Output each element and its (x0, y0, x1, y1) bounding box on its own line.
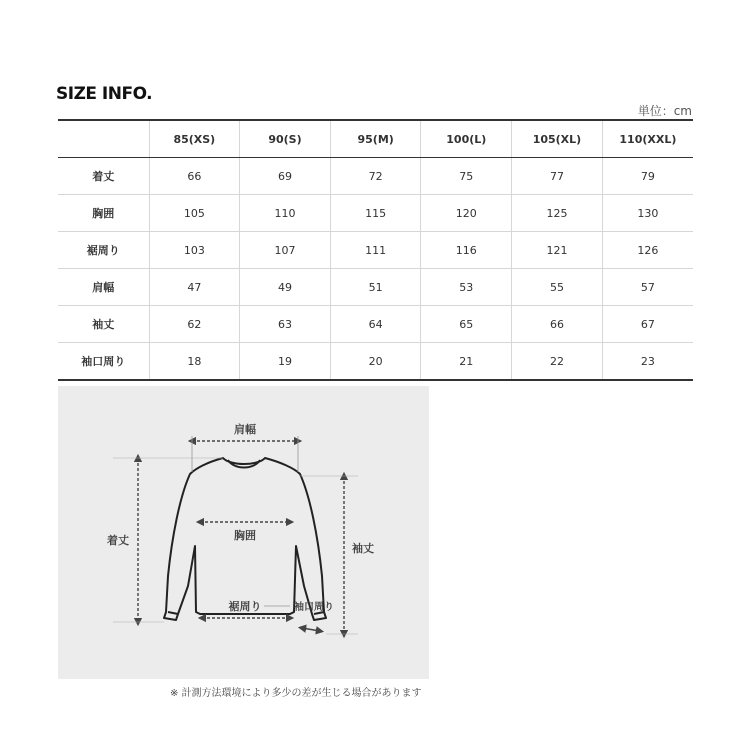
table-cell: 125 (512, 195, 603, 232)
table-cell: 105 (149, 195, 240, 232)
page-title: SIZE INFO. (56, 84, 153, 104)
row-label: 着丈 (58, 158, 149, 195)
table-cell: 66 (149, 158, 240, 195)
table-cell: 72 (330, 158, 421, 195)
size-table (58, 119, 693, 381)
table-cell: 103 (149, 232, 240, 269)
length-label: 着丈 (107, 534, 129, 547)
table-row (58, 269, 693, 306)
table-row (58, 232, 693, 269)
table-cell: 21 (421, 343, 512, 381)
cuff-line (302, 628, 320, 631)
table-cell: 66 (512, 306, 603, 343)
table-cell: 22 (512, 343, 603, 381)
row-label: 胸囲 (58, 195, 149, 232)
table-cell: 63 (240, 306, 331, 343)
row-label: 袖口周り (81, 355, 126, 368)
table-header-cell: 85(XS) (149, 120, 240, 158)
table-cell: 47 (149, 269, 240, 306)
table-header-cell: 110(XXL) (602, 120, 693, 158)
row-label: 肩幅 (58, 269, 149, 306)
measurement-diagram (58, 386, 429, 679)
table-cell: 57 (602, 269, 693, 306)
table-cell: 20 (330, 343, 421, 381)
measurement-note: ※ 計測方法環境により多少の差が生じる場合があります (170, 688, 422, 699)
table-cell: 120 (421, 195, 512, 232)
table-cell: 130 (602, 195, 693, 232)
table-cell: 62 (149, 306, 240, 343)
sweater-diagram (58, 386, 429, 679)
table-cell: 110 (240, 195, 331, 232)
table-cell: 67 (602, 306, 693, 343)
hem-label: 裾周り (228, 600, 262, 613)
table-header-row (58, 120, 693, 158)
table-header-cell (58, 120, 149, 158)
row-label: 裾周り (58, 232, 149, 269)
table-row (58, 306, 693, 343)
table-cell: 49 (240, 269, 331, 306)
table-cell: 107 (240, 232, 331, 269)
cuff-label: 袖口周り (294, 602, 334, 613)
table-cell: 111 (330, 232, 421, 269)
table-cell: 53 (421, 269, 512, 306)
table-cell: 19 (240, 343, 331, 381)
table-cell: 55 (512, 269, 603, 306)
table-header-cell: 105(XL) (512, 120, 603, 158)
table-cell: 18 (149, 343, 240, 381)
table-row (58, 195, 693, 232)
table-cell: 69 (240, 158, 331, 195)
table-cell: 75 (421, 158, 512, 195)
table-cell: 79 (602, 158, 693, 195)
row-label: 袖丈 (58, 306, 149, 343)
table-header-cell: 90(S) (240, 120, 331, 158)
table-cell: 77 (512, 158, 603, 195)
table-header-cell: 95(M) (330, 120, 421, 158)
table-header-cell: 100(L) (421, 120, 512, 158)
table-cell: 65 (421, 306, 512, 343)
table-cell: 64 (330, 306, 421, 343)
table-row (58, 343, 693, 381)
table-cell: 23 (602, 343, 693, 381)
shoulder-label: 肩幅 (234, 423, 256, 436)
table-cell: 116 (421, 232, 512, 269)
chest-label: 胸囲 (234, 529, 256, 542)
table-cell: 126 (602, 232, 693, 269)
table-row (58, 158, 693, 195)
table-cell: 121 (512, 232, 603, 269)
unit-label: 単位：cm (637, 104, 692, 118)
table-cell: 115 (330, 195, 421, 232)
table-cell: 51 (330, 269, 421, 306)
sleeve-label: 袖丈 (352, 542, 374, 555)
